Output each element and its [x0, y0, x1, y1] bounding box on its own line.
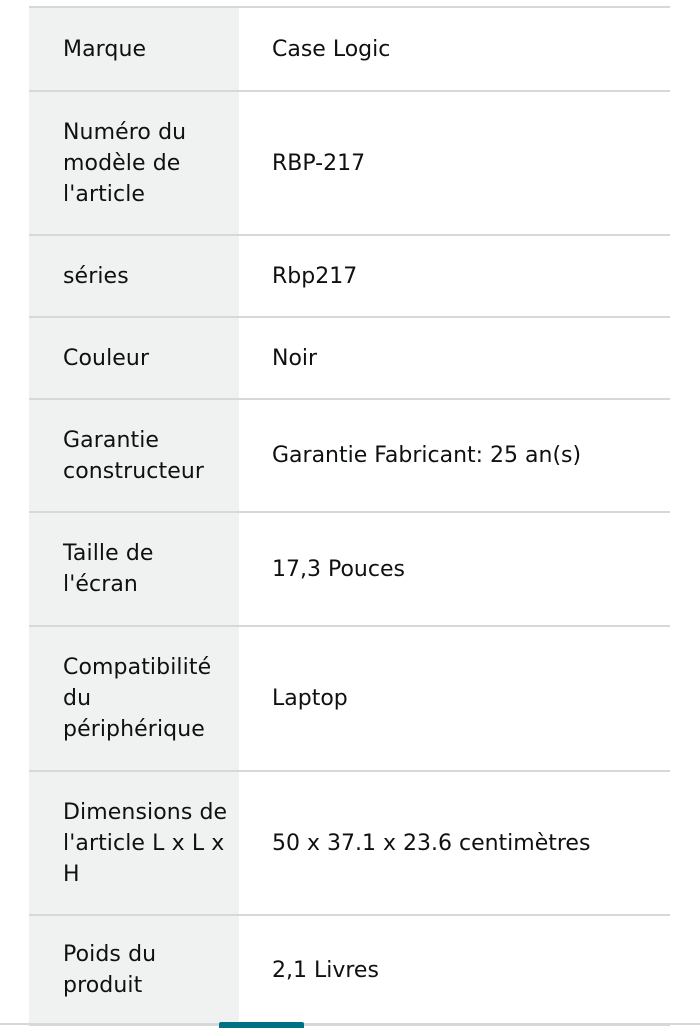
spec-row-warranty — [29, 399, 670, 512]
spec-value: Laptop — [239, 626, 670, 771]
spec-label: Poids du produit — [29, 915, 239, 1025]
spec-row-dimensions — [29, 771, 670, 915]
spec-value: 50 x 37.1 x 23.6 centimètres — [239, 771, 670, 915]
spec-value: Noir — [239, 317, 670, 399]
spec-value: Rbp217 — [239, 235, 670, 317]
product-specs-table — [29, 6, 670, 1026]
spec-value: 17,3 Pouces — [239, 512, 670, 626]
carousel-scroll-indicator[interactable] — [219, 1022, 304, 1028]
spec-row-weight — [29, 915, 670, 1025]
spec-row-model-number — [29, 91, 670, 235]
spec-row-series — [29, 235, 670, 317]
spec-label: Taille de l'écran — [29, 512, 239, 626]
spec-label: Couleur — [29, 317, 239, 399]
spec-label: séries — [29, 235, 239, 317]
spec-value: Case Logic — [239, 7, 670, 91]
spec-row-color — [29, 317, 670, 399]
spec-label: Dimensions de l'article L x L x H — [29, 771, 239, 915]
spec-label: Garantie constructeur — [29, 399, 239, 512]
spec-value: 2,1 Livres — [239, 915, 670, 1025]
spec-value: Garantie Fabricant: 25 an(s) — [239, 399, 670, 512]
spec-label: Marque — [29, 7, 239, 91]
bottom-divider — [0, 1023, 700, 1025]
spec-row-brand — [29, 7, 670, 91]
spec-label: Compatibilité du périphérique — [29, 626, 239, 771]
spec-value: RBP-217 — [239, 91, 670, 235]
spec-row-screen-size — [29, 512, 670, 626]
spec-row-compatibility — [29, 626, 670, 771]
spec-label: Numéro du modèle de l'article — [29, 91, 239, 235]
